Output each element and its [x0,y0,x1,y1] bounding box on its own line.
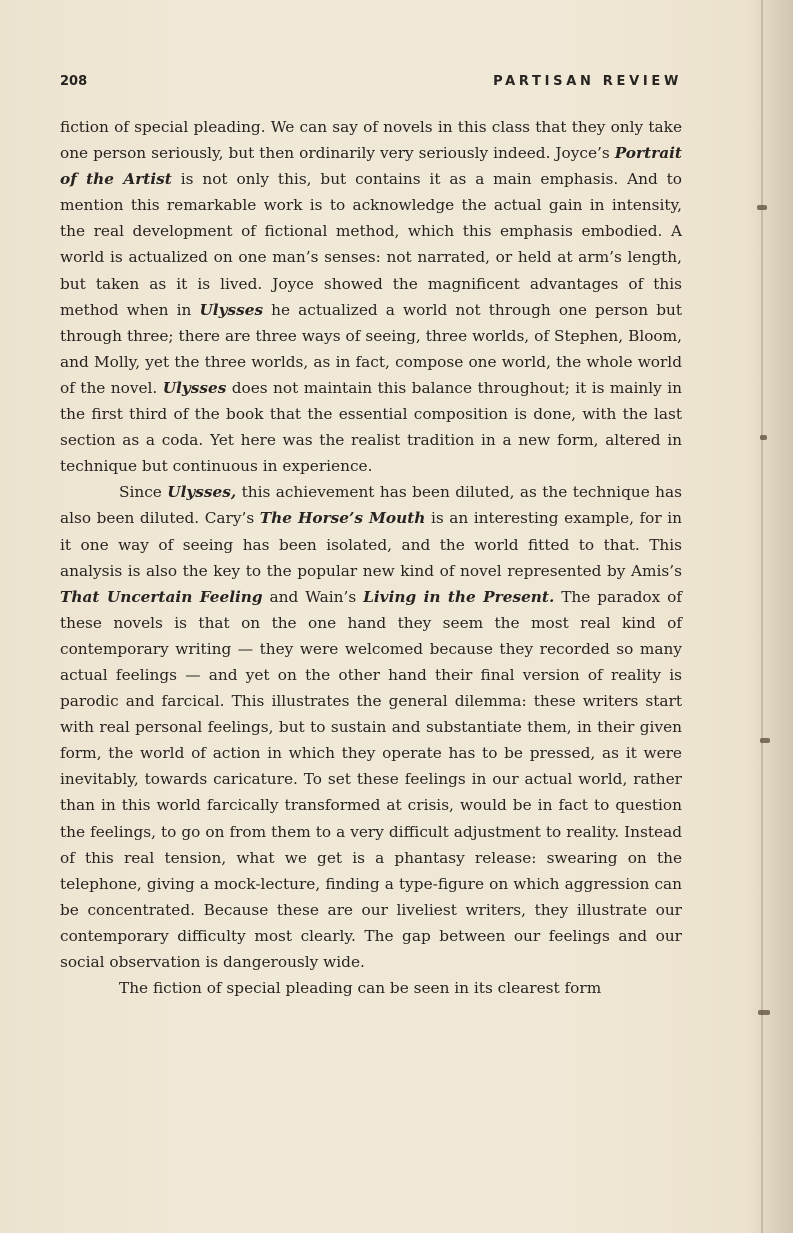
italic-title: Ulysses [162,378,227,397]
text-run: does not maintain this balance throughout; it is mainly in the first third of the book that the essential composition is done, with the last section as a coda. Yet here was the realist tradition in a new form, altered in technique but continuous in experience. [60,378,682,476]
italic-title: Ulysses [199,300,264,319]
italic-title: Portrait of the Artist [60,144,682,189]
margin-ink-mark [760,738,770,743]
page-gutter-shadow [745,0,793,1233]
gutter-fold-line [761,0,763,1233]
text-run: The paradox of these novels is that on the one hand they seem the most real kind of contemporary writing — they were welcomed because they recorded so many actual feelings — and yet on the other hand their final version of reality is parodic and farcical. This illustrates the general dilemma: these writers start with real personal feelings, but to sustain and substantiate them, in their given form, the world of action in which they operate has to be pressed, as it were inevitably, towards caricature. To set these feelings in our actual world, rather than in this world farcically transformed at crisis, would be in fact to question the feelings, to go on from them to a very difficult adjustment to reality. Instead of this real tension, what we get is a phantasy release: swearing on the telephone, giving a mock-lecture, finding a type-figure on which aggression can be concentrated. Because these are our liveliest writers, they illustrate our contemporary difficulty most clearly. The gap between our feelings and our social observation is dangerously wide. [60,587,682,971]
margin-ink-mark [757,205,767,210]
text-run: he actualized a world not through one person but through three; there are three ways of seeing, three worlds, of Stephen, Bloom, and Molly, yet the three worlds, as in fact, compose one world, the whole world of the novel. [60,300,683,397]
text-run: this achievement has been diluted, as the technique has also been diluted. Cary’s [60,483,682,528]
page-header [60,71,682,93]
page-number: 208 [60,74,88,89]
body-text [60,114,682,1001]
italic-title: The Horse’s Mouth [259,509,426,528]
italic-title: That Uncertain Feeling [60,587,263,606]
text-run: is an interesting example, for in it one way of seeing has been isolated, and the world fitted to that. This analysis is also the key to the popular new kind of novel represented by Amis’s [60,509,682,580]
paragraph [60,114,682,479]
text-run: is not only this, but contains it as a main emphasis. And to mention this remarkable work is to acknowledge the actual gain in intensity, the real development of fictional method, which this emphasis embodied. A world is actualized on one man’s senses: not narrated, or held at arm’s length, but taken as it is lived. Joyce showed the magnificent advantages of this method when in [60,170,683,319]
text-run: The fiction of special pleading can be seen in its clearest form [119,979,602,998]
margin-ink-mark [758,1010,770,1015]
italic-title: Living in the Present. [363,587,555,606]
italic-title: Ulysses, [167,483,237,502]
text-run: Since [119,483,168,502]
paragraph [60,975,682,1001]
text-run: fiction of special pleading. We can say of novels in this class that they only take one person seriously, but then ordinarily very seriously indeed. Joyce’s [60,118,682,163]
text-run: and Wain’s [262,587,364,606]
margin-ink-mark [760,435,767,440]
paragraph [60,479,682,975]
running-head: PARTISAN REVIEW [493,74,682,89]
